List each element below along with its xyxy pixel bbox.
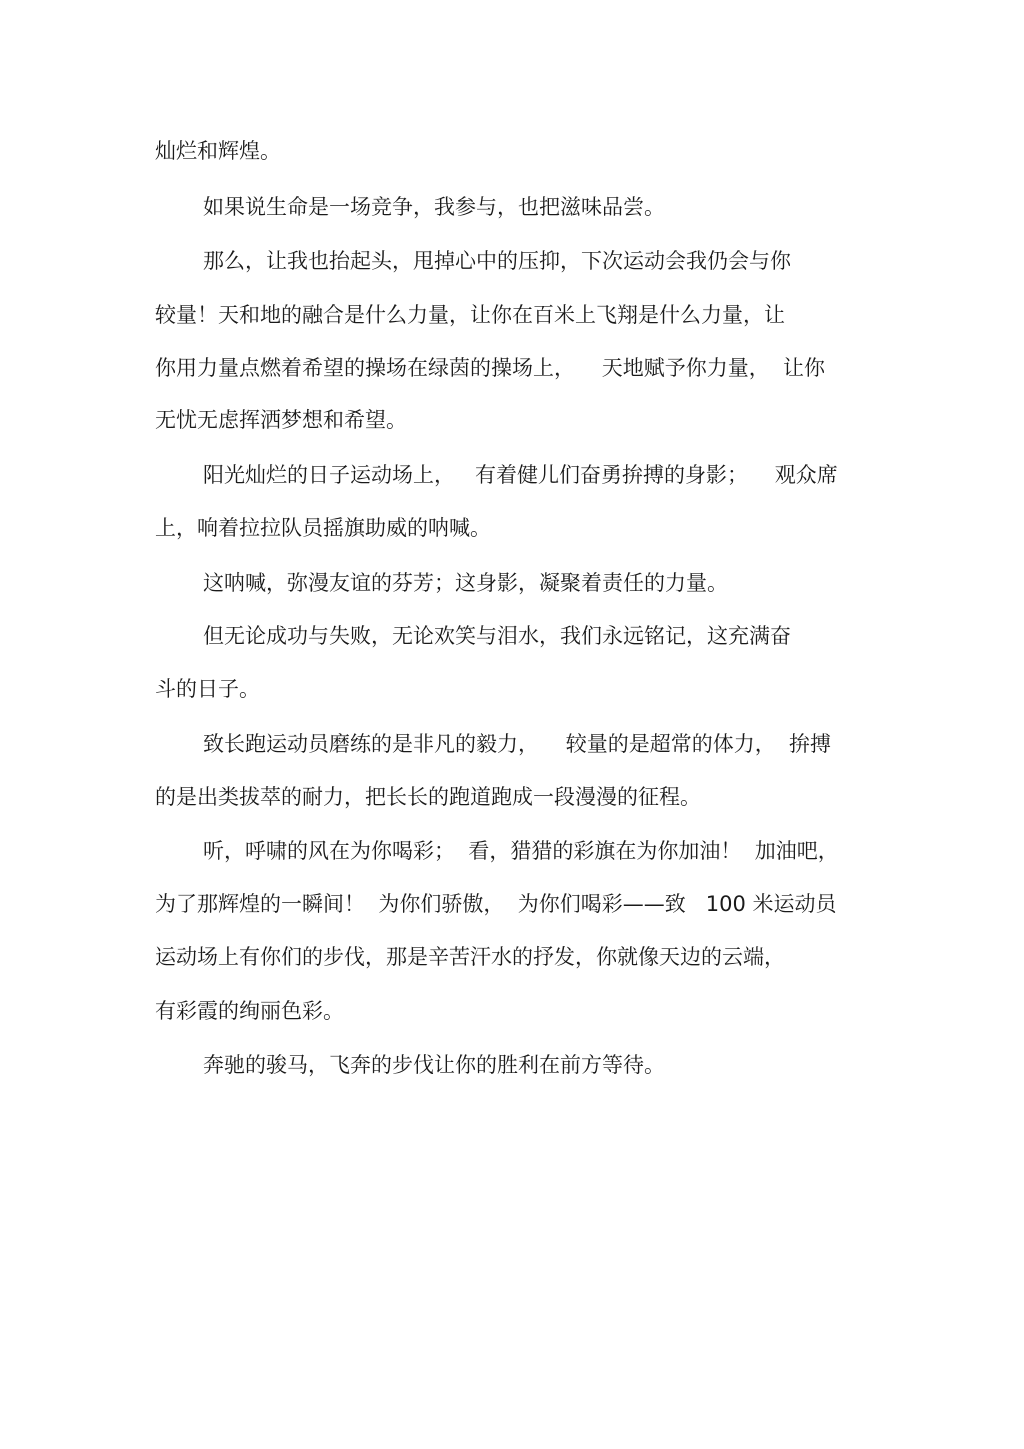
- text-line: 上，响着拉拉队员摇旗助威的呐喊。: [155, 516, 491, 540]
- text-line: 运动场上有你们的步伐，那是辛苦汗水的抒发，你就像天边的云端，: [155, 945, 785, 969]
- text-line: 但无论成功与失败，无论欢笑与泪水，我们永远铭记，这充满奋: [203, 624, 791, 648]
- text-line: 那么，让我也抬起头，甩掉心中的压抑，下次运动会我仍会与你: [203, 249, 791, 273]
- text-line: 奔驰的骏马，飞奔的步伐让你的胜利在前方等待。: [203, 1053, 665, 1077]
- text-line: 听，呼啸的风在为你喝彩； 看，猎猎的彩旗在为你加油！ 加油吧，: [203, 839, 839, 863]
- text-line: 为了那辉煌的一瞬间！ 为你们骄傲， 为你们喝彩——致 100 米运动员: [155, 892, 837, 916]
- text-line: 你用力量点燃着希望的操场在绿茵的操场上， 天地赋予你力量， 让你: [155, 356, 826, 380]
- text-line: 的是出类拔萃的耐力，把长长的跑道跑成一段漫漫的征程。: [155, 785, 701, 809]
- text-line: 这呐喊，弥漫友谊的芬芳；这身影，凝聚着责任的力量。: [203, 571, 728, 595]
- text-line: 灿烂和辉煌。: [155, 139, 281, 163]
- text-line: 无忧无虑挥洒梦想和希望。: [155, 408, 407, 432]
- text-line: 较量！天和地的融合是什么力量，让你在百米上飞翔是什么力量，让: [155, 303, 785, 327]
- text-line: 如果说生命是一场竞争，我参与，也把滋味品尝。: [203, 195, 665, 219]
- text-line: 致长跑运动员磨练的是非凡的毅力， 较量的是超常的体力， 拚搏: [203, 732, 832, 756]
- text-line: 有彩霞的绚丽色彩。: [155, 999, 344, 1023]
- text-line: 斗的日子。: [155, 677, 260, 701]
- text-line: 阳光灿烂的日子运动场上， 有着健儿们奋勇拚搏的身影； 观众席: [203, 463, 838, 487]
